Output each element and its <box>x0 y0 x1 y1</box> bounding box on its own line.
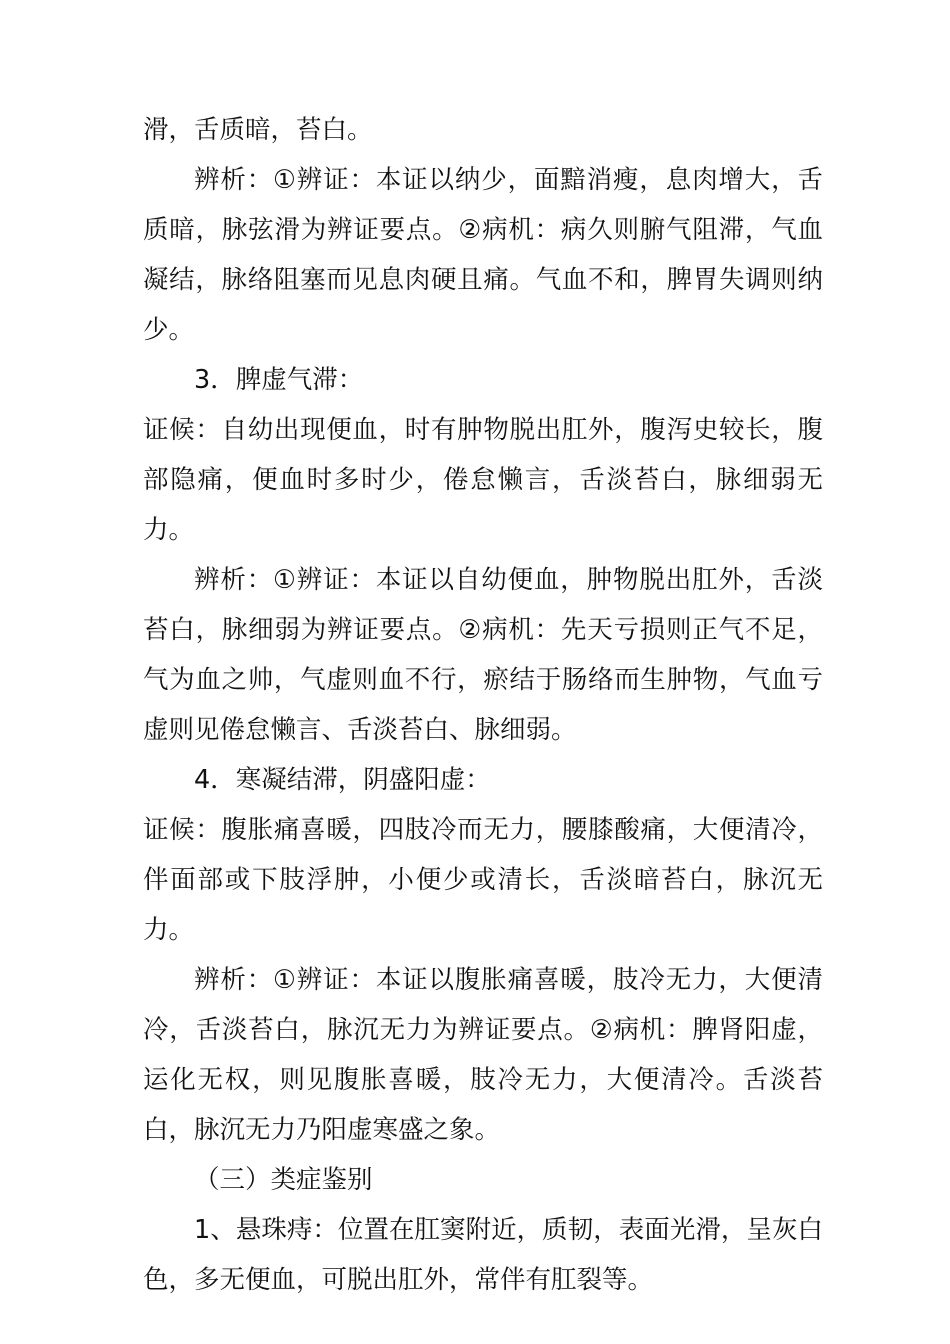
heading-differential-diagnosis: （三）类症鉴别 <box>194 1165 373 1195</box>
paragraph-symptom-continuation: 滑，舌质暗，苔白。 <box>143 115 373 145</box>
paragraph-symptoms-3: 证候：自幼出现便血，时有肿物脱出肛外，腹泻史较长，腹部隐痛，便血时多时少，倦怠懒言，舌淡苔白，脉细弱无力。 <box>143 415 823 545</box>
heading-spleen-deficiency: 3．脾虚气滞： <box>194 365 364 395</box>
paragraph-analysis-2: 辨析：①辨证：本证以纳少，面黯消瘦，息肉增大，舌质暗，脉弦滑为辨证要点。②病机：病久则腑气阻滞，气血凝结，脉络阻塞而见息肉硬且痛。气血不和，脾胃失调则纳少。 <box>143 165 823 345</box>
heading-cold-stagnation: 4．寒凝结滞，阴盛阳虚： <box>194 765 491 795</box>
paragraph-analysis-3: 辨析：①辨证：本证以自幼便血，肿物脱出肛外，舌淡苔白，脉细弱为辨证要点。②病机：先天亏损则正气不足，气为血之帅，气虚则血不行，瘀结于肠络而生肿物，气血亏虚则见倦怠懒言、舌淡苔白、脉细弱。 <box>143 565 823 745</box>
paragraph-symptoms-4: 证候：腹胀痛喜暖，四肢冷而无力，腰膝酸痛，大便清冷，伴面部或下肢浮肿，小便少或清长，舌淡暗苔白，脉沉无力。 <box>143 815 823 945</box>
paragraph-analysis-4: 辨析：①辨证：本证以腹胀痛喜暖，肢冷无力，大便清冷，舌淡苔白，脉沉无力为辨证要点。②病机：脾肾阳虚，运化无权，则见腹胀喜暖，肢冷无力，大便清冷。舌淡苔白，脉沉无力乃阳虚寒盛之象。 <box>143 965 823 1145</box>
paragraph-differential-1: 1、悬珠痔：位置在肛窦附近，质韧，表面光滑，呈灰白色，多无便血，可脱出肛外，常伴有肛裂等。 <box>143 1215 823 1295</box>
document-page <box>143 105 823 1305</box>
